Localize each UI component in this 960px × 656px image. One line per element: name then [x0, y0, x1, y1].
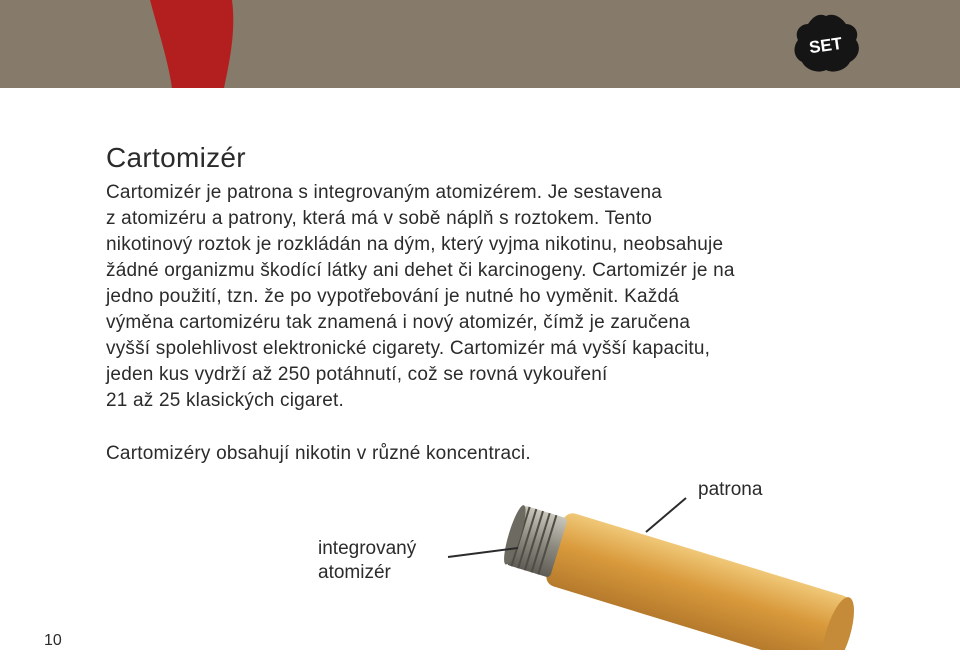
body-line: nikotinový roztok je rozkládán na dým, který vyjma nikotinu, neobsahuje: [106, 234, 724, 255]
page-title: Cartomizér: [106, 142, 246, 173]
body-line: z atomizéru a patrony, která má v sobě náplň s roztokem. Tento: [106, 208, 653, 229]
body-line: vyšší spolehlivost elektronické cigarety. Cartomizér má vyšší kapacitu,: [106, 338, 711, 359]
body-line: Cartomizér je patrona s integrovaným atomizérem. Je sestavena: [106, 182, 663, 203]
body-line: jedno použití, tzn. že po vypotřebování je nutné ho vyměnit. Každá: [106, 286, 679, 307]
body-line: jeden kus vydrží až 250 potáhnutí, což se rovná vykouření: [106, 364, 608, 385]
body-line: výměna cartomizéru tak znamená i nový atomizér, čímž je zaručena: [106, 312, 691, 333]
concentration-paragraph: Cartomizéry obsahují nikotin v různé koncentraci.: [106, 443, 531, 464]
atomizer-label-line: atomizér: [318, 562, 391, 583]
header-band: [0, 0, 960, 88]
set-logo: [790, 10, 862, 76]
atomizer-label-line: integrovaný: [318, 538, 417, 559]
page-number: 10: [44, 632, 62, 649]
cartomizer-illustration: [440, 480, 860, 650]
body-line: žádné organizmu škodící látky ani dehet či karcinogeny. Cartomizér je na: [106, 260, 735, 281]
body-paragraph: [106, 180, 866, 414]
red-figure-shape: [0, 0, 300, 88]
patrona-leader-line: [646, 498, 686, 532]
patrona-label: patrona: [698, 479, 763, 500]
body-line: 21 až 25 klasických cigaret.: [106, 390, 344, 411]
svg-text:SET: SET: [807, 33, 844, 58]
atomizer-label: [318, 537, 458, 585]
